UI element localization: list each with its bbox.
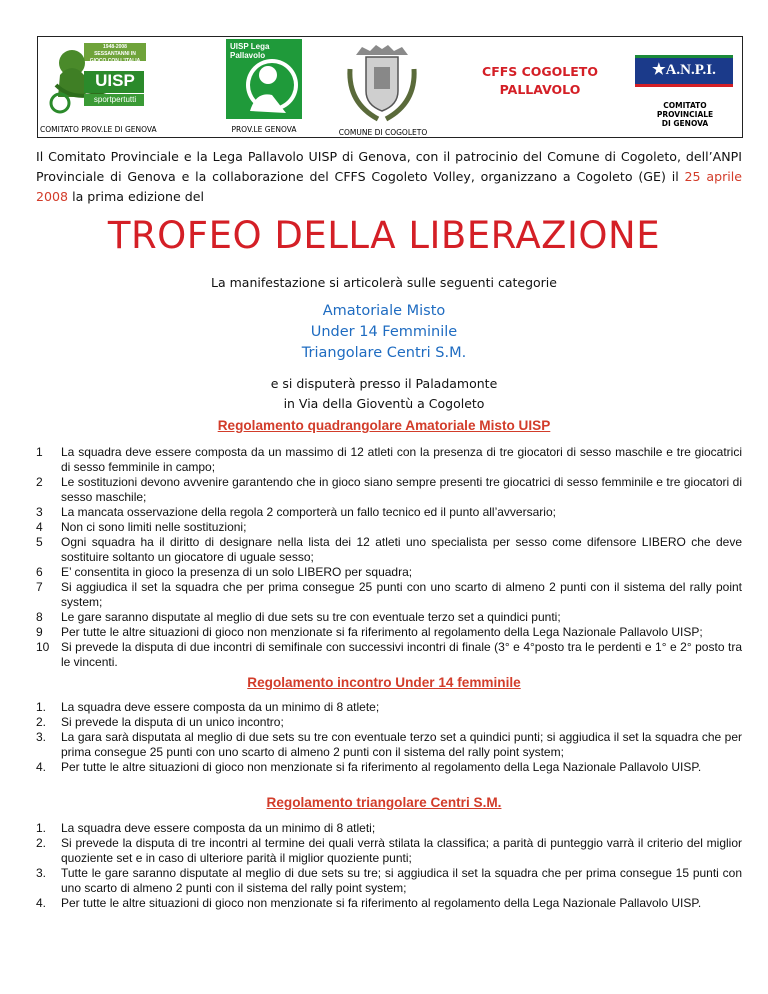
anpi-caption-3: DI GENOVA xyxy=(661,119,709,128)
list-item xyxy=(36,896,742,911)
uisp-tagline: sportpertutti xyxy=(93,95,137,104)
item-number: 4 xyxy=(36,520,43,534)
cffs-line2: PALLAVOLO xyxy=(499,82,581,97)
list-item xyxy=(36,866,742,896)
list-item xyxy=(36,475,742,505)
anpi-logo-text: ★A.N.P.I. xyxy=(652,62,716,78)
item-text: Per tutte le altre situazioni di gioco non menzionate si fa riferimento al regolamento della Lega Nazionale Pallavolo UISP. xyxy=(61,760,702,774)
item-number: 9 xyxy=(36,625,43,639)
lega-caption: PROV.LE GENOVA xyxy=(231,125,297,134)
cffs-title xyxy=(470,63,610,99)
venue-line1: e si disputerà presso il Paladamonte xyxy=(270,376,498,391)
list-item xyxy=(36,580,742,610)
list-item xyxy=(36,565,742,580)
categories-list xyxy=(0,301,768,364)
list-item xyxy=(36,640,742,670)
item-text: La squadra deve essere composta da un minimo di 8 atleti; xyxy=(61,821,376,835)
list-item xyxy=(36,610,742,625)
category-triangolare-centri: Triangolare Centri S.M. xyxy=(301,345,467,361)
anpi-caption-2: PROVINCIALE xyxy=(656,110,714,119)
uisp-lega-pallavolo-logo xyxy=(226,39,302,119)
list-item xyxy=(36,535,742,565)
venue xyxy=(0,374,768,414)
uisp-name: UISP xyxy=(95,71,135,90)
item-number: 8 xyxy=(36,610,43,624)
rules-list-amatoriale xyxy=(36,445,742,670)
item-number: 5 xyxy=(36,535,43,549)
list-item xyxy=(36,730,742,760)
item-text: La squadra deve essere composta da un minimo di 8 atlete; xyxy=(61,700,380,714)
event-date: 25 aprile 2008 xyxy=(36,169,743,204)
item-number: 7 xyxy=(36,580,43,594)
item-number: 3. xyxy=(36,866,47,880)
list-item xyxy=(36,625,742,640)
list-item xyxy=(36,821,742,836)
list-item xyxy=(36,505,742,520)
item-number: 2 xyxy=(36,475,43,489)
item-text: Si aggiudica il set la squadra che per prima consegue 25 punti con uno scarto di almeno 2 punti con il sistema del rally point system; xyxy=(61,580,742,609)
item-number: 10 xyxy=(36,640,50,654)
item-number: 4. xyxy=(36,896,47,910)
item-text: Le sostituzioni devono avvenire garantendo che in gioco siano sempre presenti tre giocatrici di sesso femminile e tre giocatori di sesso maschile; xyxy=(61,475,742,504)
intro-text-after: la prima edizione del xyxy=(68,189,204,204)
item-text: Si prevede la disputa di tre incontri al termine dei quali verrà stilata la classifica; a parità di punteggio varrà il criterio del miglior quoziente set e in caso di ulteriore parità il miglior quoziente punti; xyxy=(61,836,742,865)
item-text: E’ consentita in gioco la presenza di un solo LIBERO per squadra; xyxy=(61,565,413,579)
item-text: Non ci sono limiti nelle sostituzioni; xyxy=(61,520,247,534)
item-number: 2. xyxy=(36,715,47,729)
item-text: Si prevede la disputa di due incontri di semifinale con successivi incontri di finale (3° e 4°posto tra le perdenti e 1° e 2° posto tra le vincenti. xyxy=(61,640,742,669)
list-item xyxy=(36,445,742,475)
item-number: 3 xyxy=(36,505,43,519)
item-number: 1. xyxy=(36,821,47,835)
item-number: 1. xyxy=(36,700,47,714)
item-number: 6 xyxy=(36,565,43,579)
list-item xyxy=(36,715,742,730)
section-heading-under14: Regolamento incontro Under 14 femminile xyxy=(247,675,521,690)
anpi-caption xyxy=(650,101,720,128)
page-title: TROFEO DELLA LIBERAZIONE xyxy=(107,214,661,257)
anpi-caption-1: COMITATO xyxy=(663,101,707,110)
venue-line2: in Via della Gioventù a Cogoleto xyxy=(283,396,485,411)
rules-list-under14 xyxy=(36,700,742,775)
list-item xyxy=(36,520,742,535)
category-amatoriale-misto: Amatoriale Misto xyxy=(322,303,446,319)
item-text: Si prevede la disputa di un unico incontro; xyxy=(61,715,284,729)
list-item xyxy=(36,700,742,715)
item-text: La mancata osservazione della regola 2 comporterà un fallo tecnico ed il punto all’avversario; xyxy=(61,505,556,519)
comune-caption: COMUNE DI COGOLETO xyxy=(338,128,428,137)
item-text: Tutte le gare saranno disputate al meglio di due sets su tre; si aggiudica il set la squadra che per prima consegue 15 punti con uno scarto di almeno 2 punti con il sistema del rally point system; xyxy=(61,866,742,895)
categories-intro: La manifestazione si articolerà sulle seguenti categorie xyxy=(211,275,557,290)
rules-list-centri-sm xyxy=(36,821,742,911)
cogoleto-crest-graphic xyxy=(342,39,422,125)
cffs-line1: CFFS COGOLETO xyxy=(482,64,598,79)
section-heading-amatoriale: Regolamento quadrangolare Amatoriale Misto UISP xyxy=(217,418,551,433)
list-item xyxy=(36,836,742,866)
uisp-banner-text: 1948-2008 SESSANTANNI IN GIOCO CON L'ITALIA xyxy=(89,44,141,64)
uisp-logo xyxy=(46,41,146,115)
item-text: Per tutte le altre situazioni di gioco non menzionate si fa riferimento al regolamento della Lega Nazionale Pallavolo UISP; xyxy=(61,625,703,639)
item-number: 3. xyxy=(36,730,47,744)
item-text: Per tutte le altre situazioni di gioco non menzionate si fa riferimento al regolamento della Lega Nazionale Pallavolo UISP. xyxy=(61,896,702,910)
header-logo-box xyxy=(37,36,743,138)
uisp-caption: COMITATO PROV.LE DI GENOVA xyxy=(40,125,157,134)
item-text: Le gare saranno disputate al meglio di due sets su tre con eventuale terzo set a quindici punti; xyxy=(61,610,561,624)
section-heading-centri-sm: Regolamento triangolare Centri S.M. xyxy=(266,795,502,810)
item-number: 2. xyxy=(36,836,47,850)
lega-logo-text: UISP Lega Pallavolo xyxy=(230,42,270,60)
item-text: La gara sarà disputata al meglio di due sets su tre con eventuale terzo set a quindici punti; si aggiudica il set la squadra che per prima consegue 25 punti con uno scarto di almeno 2 punti con il sistema del rally point system; xyxy=(61,730,742,759)
intro-text-before: Il Comitato Provinciale e la Lega Pallavolo UISP di Genova, con il patrocinio del Comune di Cogoleto, dell’ANPI Provinciale di Genova e la collaborazione del CFFS Cogoleto Volley, organizzano a Cogoleto (GE) il xyxy=(36,149,742,184)
list-item xyxy=(36,760,742,775)
item-number: 1 xyxy=(36,445,43,459)
intro-paragraph xyxy=(36,147,742,207)
cogoleto-crest xyxy=(342,39,422,125)
item-text: La squadra deve essere composta da un massimo di 12 atleti con la presenza di tre giocatori di sesso maschile e tre giocatrici di sesso femminile in campo; xyxy=(61,445,742,474)
item-text: Ogni squadra ha il diritto di designare nella lista dei 12 atleti uno specialista per sesso come difensore LIBERO che deve sostituire soltanto un giocatore di uguale sesso; xyxy=(61,535,742,564)
item-number: 4. xyxy=(36,760,47,774)
category-under14-femminile: Under 14 Femminile xyxy=(310,324,458,340)
anpi-logo xyxy=(635,55,733,87)
